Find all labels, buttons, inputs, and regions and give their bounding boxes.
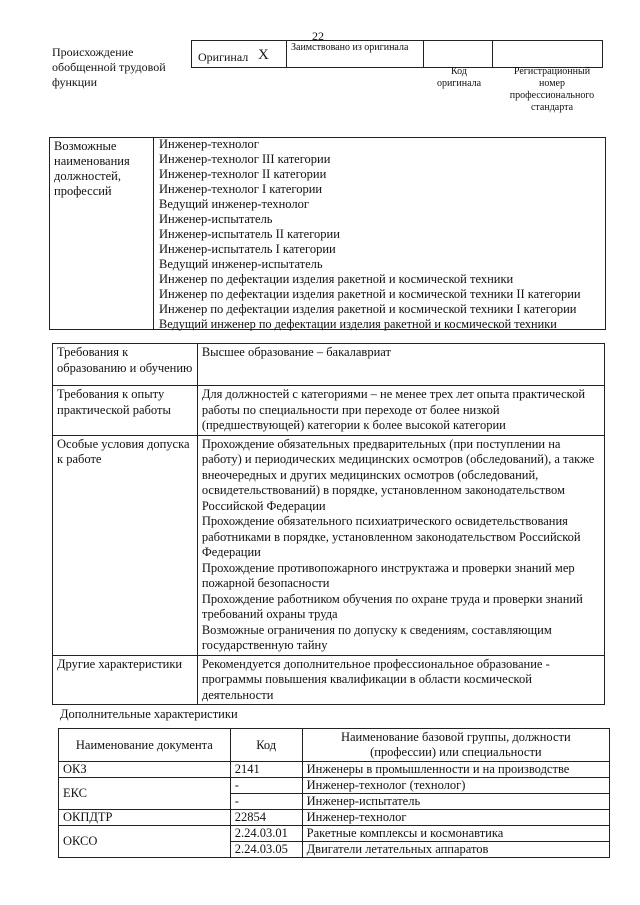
requirement-label: Другие характеристики [53, 655, 198, 705]
original-label: Оригинал [198, 50, 249, 64]
position-item: Инженер-технолог I категории [159, 182, 323, 196]
doc-cell: ОКЗ [59, 762, 231, 778]
requirement-text: Прохождение обязательных предварительных (при поступлении на работу) и периодических медицинских осмотров (обследований), а также внеочередных и других медицинских осмотров (обследований, освидетельствований) в порядке, установленном законодательством Российской Федерации Прохождение обязательного психиатрического освидетельствования работниками в порядке, установленном законодательством Российской Федерации Прохождение противопожарного инструктажа и проверки знаний мер пожарной безопасности Прохождение работником обучения по охране труда и проверки знаний требований охраны труда Возможные ограничения по допуску к сведениям, составляющим государственную тайну [197, 435, 604, 655]
borrowed-label: Заимствовано из оригинала [291, 42, 409, 53]
table-row [59, 810, 610, 826]
name-cell: Инженер-испытатель [302, 794, 609, 810]
requirement-text: Высшее образование – бакалавриат [197, 344, 604, 386]
doc-cell: ОКПДТР [59, 810, 231, 826]
position-item: Инженер-испытатель [159, 212, 273, 226]
additional-table [58, 728, 610, 858]
requirement-label: Требования к образованию и обучению [53, 344, 198, 386]
header-code: Код [230, 729, 302, 762]
page-number: 22 [312, 29, 324, 43]
doc-cell: ЕКС [59, 778, 231, 810]
position-item: Инженер-испытатель I категории [159, 242, 336, 256]
code-cell: - [230, 794, 302, 810]
name-cell: Двигатели летательных аппаратов [302, 842, 609, 858]
requirement-text: Рекомендуется дополнительное профессиональное образование - программы повышения квалификации в области космической деятельности [197, 655, 604, 705]
position-item: Инженер по дефектации изделия ракетной и космической техники [159, 272, 514, 286]
requirement-row [53, 655, 605, 705]
position-item: Ведущий инженер-технолог [159, 197, 309, 211]
code-caption: Код оригинала [436, 66, 482, 89]
code-cell: 2.24.03.05 [230, 842, 302, 858]
requirement-row [53, 386, 605, 436]
position-item: Инженер-технолог [159, 137, 259, 151]
table-row [59, 778, 610, 794]
table-row [59, 762, 610, 778]
position-item: Инженер-испытатель II категории [159, 227, 340, 241]
additional-header-row [59, 729, 610, 762]
requirement-label: Особые условия допуска к работе [53, 435, 198, 655]
name-cell: Инженер-технолог (технолог) [302, 778, 609, 794]
name-cell: Инженеры в промышленности и на производстве [302, 762, 609, 778]
position-item: Инженер по дефектации изделия ракетной и космической техники II категории [159, 287, 581, 301]
doc-cell: ОКСО [59, 826, 231, 858]
header-document: Наименование документа [59, 729, 231, 762]
position-item: Инженер по дефектации изделия ракетной и космической техники I категории [159, 302, 577, 316]
name-cell: Инженер-технолог [302, 810, 609, 826]
code-cell: 2.24.03.01 [230, 826, 302, 842]
requirement-text: Для должностей с категориями – не менее трех лет опыта практической работы по специальности при переходе от более низкой (предшествующей) категории к более высокой категории [197, 386, 604, 436]
requirement-row [53, 435, 605, 655]
requirement-label: Требования к опыту практической работы [53, 386, 198, 436]
name-cell: Ракетные комплексы и космонавтика [302, 826, 609, 842]
position-item: Инженер-технолог II категории [159, 167, 327, 181]
position-item: Инженер-технолог III категории [159, 152, 331, 166]
table-row [59, 826, 610, 842]
code-cell: 2141 [230, 762, 302, 778]
position-item: Ведущий инженер-испытатель [159, 257, 323, 271]
reg-caption: Регистрационный номер профессионального стандарта [509, 66, 595, 113]
code-cell: 22854 [230, 810, 302, 826]
positions-label: Возможные наименования должностей, профессий [54, 139, 130, 198]
additional-title: Дополнительные характеристики [60, 707, 238, 721]
code-cell: - [230, 778, 302, 794]
requirements-table [52, 343, 605, 705]
requirement-row [53, 344, 605, 386]
origin-label: Происхождение обобщенной трудовой функции [52, 45, 166, 89]
header-name: Наименование базовой группы, должности (профессии) или специальности [302, 729, 609, 762]
original-mark: X [258, 47, 269, 63]
position-item: Ведущий инженер по дефектации изделия ракетной и космической техники [159, 317, 557, 331]
